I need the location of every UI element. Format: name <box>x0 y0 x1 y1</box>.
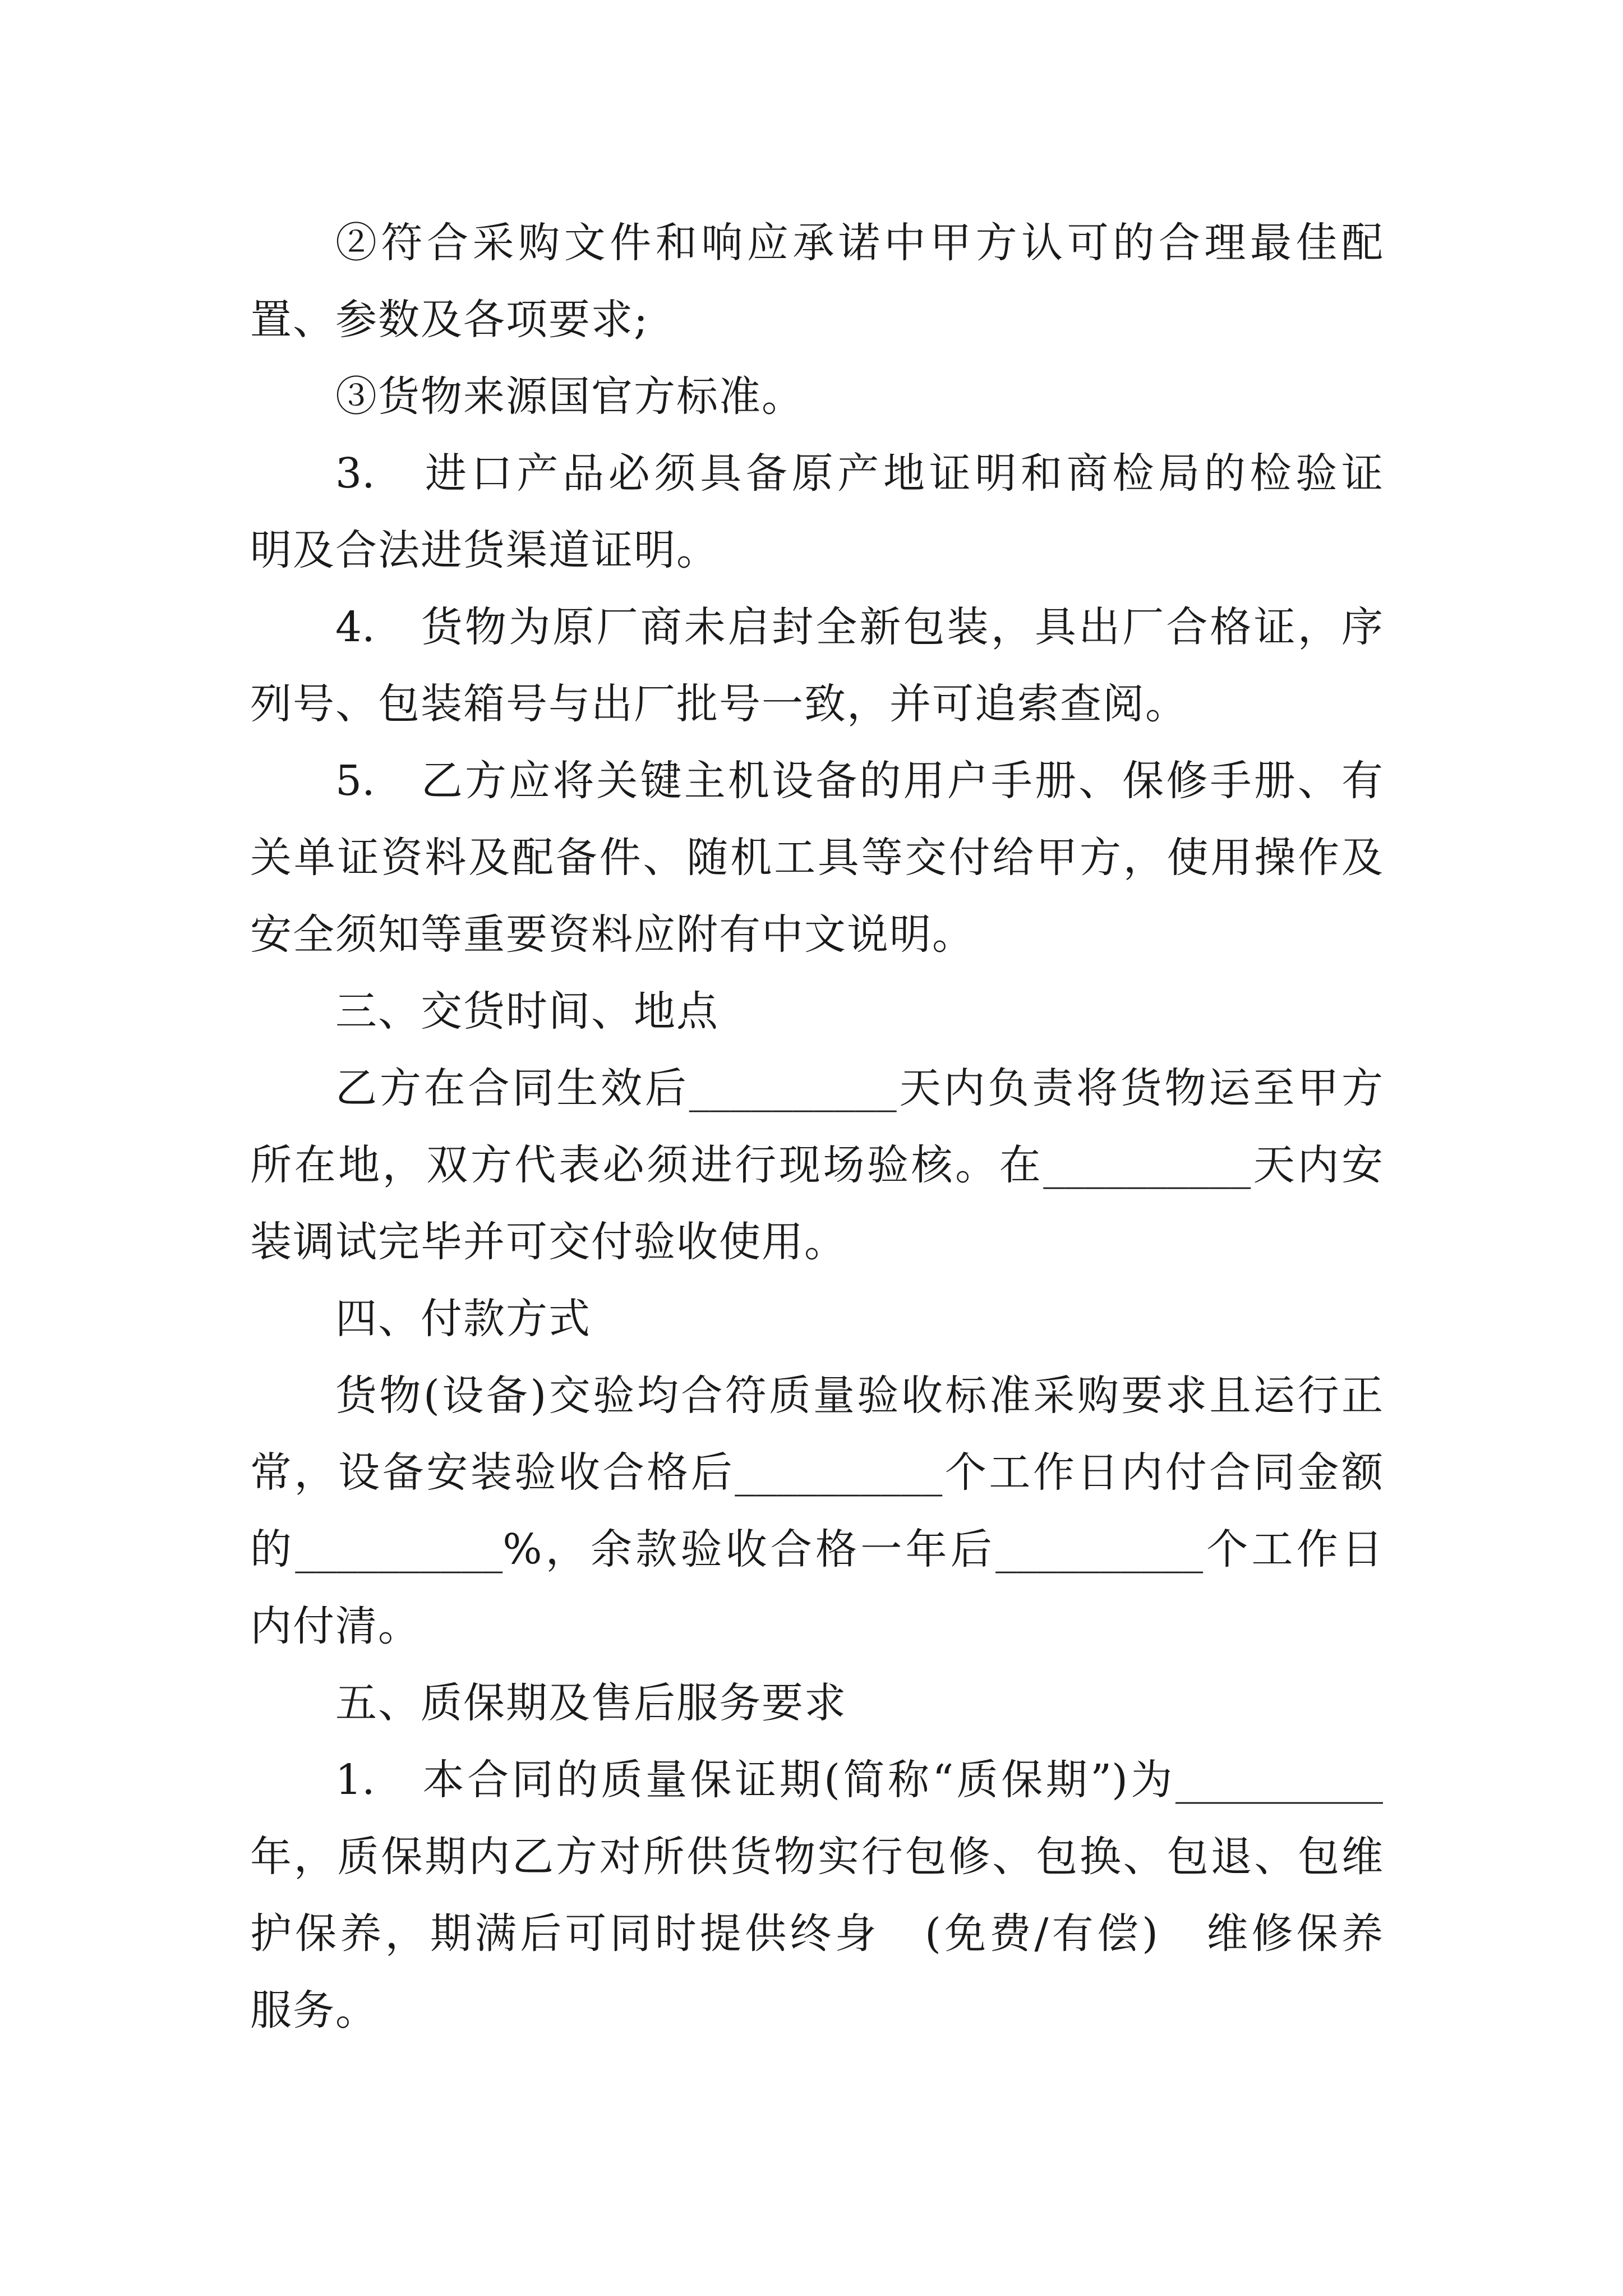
text-line: 4. 货物为原厂商未启封全新包装，具出厂合格证，序 <box>335 603 1383 651</box>
text-line: 内付清。 <box>250 1602 421 1650</box>
paragraph-warranty-item-1 <box>250 1742 1383 2049</box>
text-line: 安全须知等重要资料应附有中文说明。 <box>250 910 975 959</box>
heading-text: 四、付款方式 <box>335 1295 591 1343</box>
text-line: 5. 乙方应将关键主机设备的用户手册、保修手册、有 <box>335 757 1383 805</box>
paragraph-payment-terms <box>250 1358 1383 1665</box>
text-line: 货物(设备)交验均合符质量验收标准采购要求且运行正 <box>335 1372 1383 1420</box>
paragraph-delivery-terms <box>250 1050 1383 1281</box>
paragraph-item-5 <box>250 743 1383 973</box>
document-page <box>250 205 1383 2049</box>
paragraph-origin-standard <box>250 358 1383 435</box>
text-line: 所在地，双方代表必须进行现场验核。在__________天内安 <box>250 1141 1383 1189</box>
section-heading-payment <box>250 1281 1383 1358</box>
text-line: ③货物来源国官方标准。 <box>335 372 804 421</box>
section-heading-delivery <box>250 973 1383 1050</box>
text-line: 护保养，期满后可同时提供终身 (免费/有偿) 维修保养 <box>250 1910 1383 1958</box>
text-line: 常，设备安装验收合格后__________个工作日内付合同金额 <box>250 1448 1383 1497</box>
text-line: 关单证资料及配备件、随机工具等交付给甲方，使用操作及 <box>250 834 1383 882</box>
text-line: 年，质保期内乙方对所供货物实行包修、包换、包退、包维 <box>250 1833 1383 1881</box>
text-line: 置、参数及各项要求; <box>250 296 649 344</box>
text-line: 列号、包装箱号与出厂批号一致，并可追索查阅。 <box>250 680 1188 728</box>
text-line: 的__________%，余款验收合格一年后__________个工作日 <box>250 1525 1383 1573</box>
paragraph-item-4 <box>250 589 1383 743</box>
paragraph-item-3 <box>250 435 1383 589</box>
section-heading-warranty <box>250 1665 1383 1742</box>
text-line: ②符合采购文件和响应承诺中甲方认可的合理最佳配 <box>335 219 1383 267</box>
text-line: 装调试完毕并可交付验收使用。 <box>250 1218 847 1266</box>
heading-text: 三、交货时间、地点 <box>335 987 719 1036</box>
text-line: 服务。 <box>250 1986 378 2035</box>
paragraph-config-requirement <box>250 205 1383 358</box>
text-line: 乙方在合同生效后__________天内负责将货物运至甲方 <box>335 1064 1383 1112</box>
heading-text: 五、质保期及售后服务要求 <box>335 1679 847 1727</box>
text-line: 1. 本合同的质量保证期(简称“质保期”)为__________ <box>335 1756 1383 1804</box>
text-line: 明及合法进货渠道证明。 <box>250 526 719 574</box>
text-line: 3. 进口产品必须具备原产地证明和商检局的检验证 <box>335 449 1383 498</box>
